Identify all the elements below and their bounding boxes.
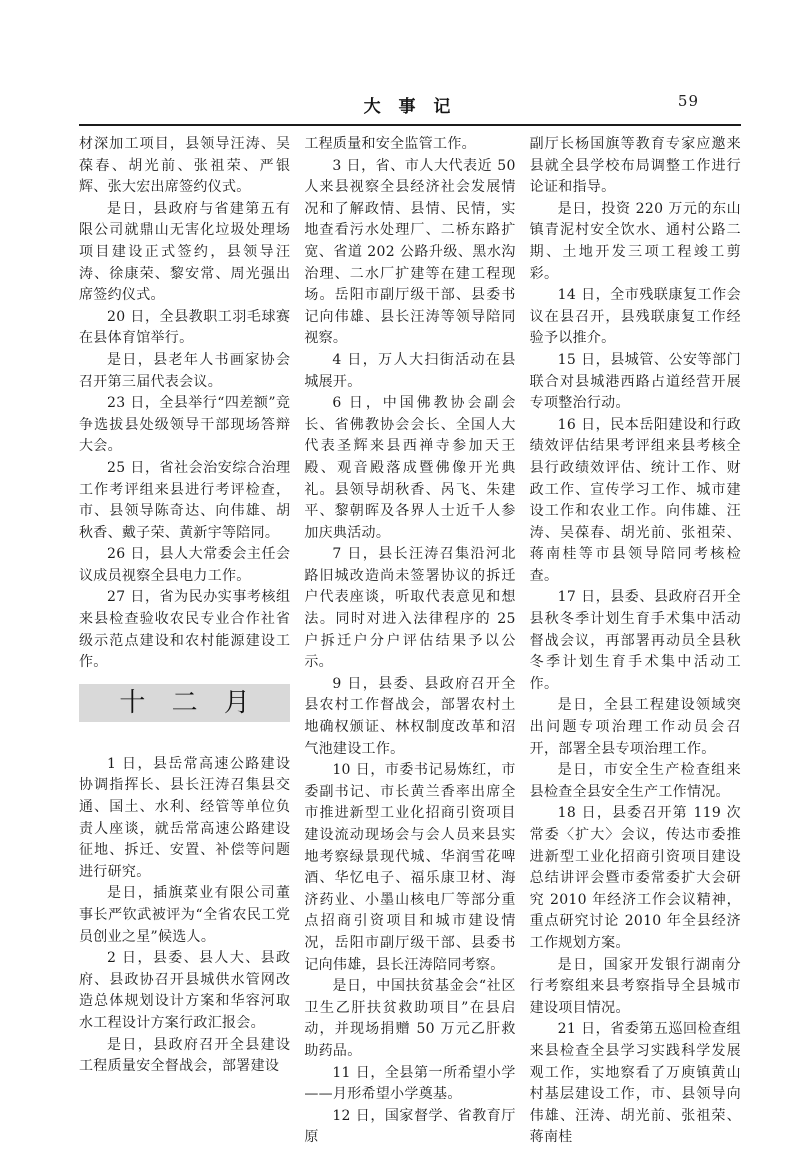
chronicle-paragraph: 10 日，市委书记易炼红，市委副书记、市长黄兰香率出席全市推进新型工业化招商引资项目建设流动现场会与会人员来县实地考察绿景现代城、华润雪花啤酒、华忆电子、福乐康卫材、海济药业、小墨山核电厂等部分重点招商引资项目和城市建设情况，岳阳市副厅级干部、县委书记向伟雄，县长汪涛陪同考察。 (304, 762, 516, 973)
chronicle-paragraph: 是日，县政府召开全县建设工程质量安全督战会，部署建设 (79, 1036, 291, 1075)
chronicle-paragraph: 是日，全县工程建设领域突出问题专项治理工作动员会召开，部署全县专项治理工作。 (529, 697, 741, 757)
chronicle-paragraph: 12 日，国家督学、省教育厅原 (304, 1107, 516, 1146)
chronicle-paragraph: 是日，市安全生产检查组来县检查全县安全生产工作情况。 (529, 762, 741, 800)
column-2 (304, 134, 515, 1149)
chronicle-paragraph: 16 日，民本岳阳建设和行政绩效评估结果考评组来县考核全县行政绩效评估、统计工作、财政工作、宣传学习工作、城市建设工作和农业工作。向伟雄、汪涛、吴葆春、胡光前、张祖荣、蒋南桂等市县领导陪同考核检查。 (529, 416, 741, 584)
chronicle-paragraph: 4 日，万人大扫街活动在县城展开。 (304, 351, 516, 390)
chronicle-paragraph: 1 日，县岳常高速公路建设协调指挥长、县长汪涛召集县交通、国土、水利、经管等单位负责人座谈，就岳常高速公路建设征地、拆迁、安置、补偿等问题进行研究。 (79, 755, 291, 880)
page-number: 59 (677, 92, 699, 110)
chronicle-paragraph: 7 日，县长汪涛召集沿河北路旧城改造尚未签署协议的拆迁户代表座谈，听取代表意见和想法。同时对进入法律程序的 25 户拆迁户分户评估结果予以公示。 (304, 546, 516, 671)
chronicle-paragraph: 27 日，省为民办实事考核组来县检查验收农民专业合作社省级示范点建设和农村能源建设工作。 (79, 589, 291, 671)
month-heading-december: 十 二 月 (79, 684, 290, 722)
header (79, 0, 741, 126)
chronicle-paragraph: 11 日，全县第一所希望小学——月形希望小学奠基。 (304, 1064, 516, 1103)
chronicle-paragraph: 18 日，县委召开第 119 次常委〈扩大〉会议，传达市委推进新型工业化招商引资项目建设总结讲评会暨市委常委扩大会研究 2010 年经济工作会议精神，重点研究讨论 2010 年全县经济工作规划方案。 (529, 805, 741, 951)
chronicle-paragraph: 21 日，省委第五巡回检查组来县检查全县学习实践科学发展观工作，实地察看了万庾镇黄山村基层建设工作，市、县领导向伟雄、汪涛、胡光前、张祖荣、蒋南桂 (529, 1021, 741, 1146)
chronicle-paragraph: 是日，国家开发银行湖南分行考察组来县考察指导全县城市建设项目情况。 (529, 956, 741, 1016)
chronicle-paragraph: 15 日，县城管、公安等部门联合对县城港西路占道经营开展专项整治行动。 (529, 351, 741, 412)
chronicle-paragraph: 是日，插旗菜业有限公司董事长严钦武被评为“全省农民工党员创业之星”候选人。 (79, 885, 291, 945)
chronicle-paragraph: 14 日，全市残联康复工作会议在县召开，县残联康复工作经验予以推介。 (529, 287, 741, 347)
chronicle-paragraph: 是日，中国扶贫基金会“社区卫生乙肝扶贫救助项目”在县启动，并现场捐赠 50 万元乙肝救助药品。 (304, 978, 516, 1059)
chronicle-paragraph: 2 日，县委、县人大、县政府、县政协召开县城供水管网改造总体规划设计方案和华容河取水工程设计方案行政汇报会。 (79, 950, 291, 1031)
chronicle-paragraph: 23 日，全县举行“四差额”竞争选拔县处级领导干部现场答辩大会。 (79, 395, 291, 455)
page-title: 大 事 记 (363, 97, 457, 117)
chronicle-paragraph: 工程质量和安全监管工作。 (304, 136, 476, 152)
content-columns (79, 134, 741, 1149)
chronicle-paragraph: 是日，县老年人书画家协会召开第三届代表会议。 (79, 351, 291, 390)
chronicle-paragraph: 25 日，省社会治安综合治理工作考评组来县进行考评检查，市、县领导陈奇达、向伟雄、胡秋香、戴子荣、黄新宇等陪同。 (79, 459, 291, 541)
chronicle-paragraph: 26 日，县人大常委会主任会议成员视察全县电力工作。 (79, 546, 291, 584)
chronicle-paragraph: 17 日，县委、县政府召开全县秋冬季计划生育手术集中活动督战会议，再部署再动员全县秋冬季计划生育手术集中活动工作。 (529, 589, 741, 692)
header-rule (79, 124, 741, 126)
page (79, 0, 741, 1146)
column-1 (79, 134, 290, 1149)
chronicle-paragraph: 是日，投资 220 万元的东山镇青泥村安全饮水、通村公路二期、土地开发三项工程竣工剪彩。 (529, 200, 741, 282)
chronicle-paragraph: 材深加工项目，县领导汪涛、吴葆春、胡光前、张祖荣、严银辉、张大宏出席签约仪式。 (79, 136, 291, 196)
chronicle-paragraph: 6 日，中国佛教协会副会长、省佛教协会会长、全国人大代表圣辉来县西禅寺参加天王殿、观音殿落成暨佛像开光典礼。县领导胡秋香、呙飞、朱建平、黎朝晖及各界人士近千人参加庆典活动。 (304, 395, 516, 541)
chronicle-paragraph: 是日，县政府与省建第五有限公司就鼎山无害化垃圾处理场项目建设正式签约，县领导汪涛、徐康荣、黎安常、周光强出席签约仪式。 (79, 200, 291, 304)
chronicle-paragraph: 20 日，全县教职工羽毛球赛在县体育馆举行。 (79, 308, 291, 347)
chronicle-paragraph: 副厅长杨国旗等教育专家应邀来县就全县学校布局调整工作进行论证和指导。 (529, 136, 741, 196)
column-3 (530, 134, 741, 1149)
chronicle-paragraph: 3 日，省、市人大代表近 50 人来县视察全县经济社会发展情况和了解政情、县情、民情，实地查看污水处理厂、二桥东路扩宽、省道 202 公路升级、黑水沟治理、二水厂扩建等在建工程现场。岳阳市副厅级干部、县委书记向伟雄、县长汪涛等领导陪同视察。 (304, 157, 516, 347)
chronicle-paragraph: 9 日，县委、县政府召开全县农村工作督战会，部署农村土地确权颁证、林权制度改革和沼气池建设工作。 (304, 675, 516, 757)
